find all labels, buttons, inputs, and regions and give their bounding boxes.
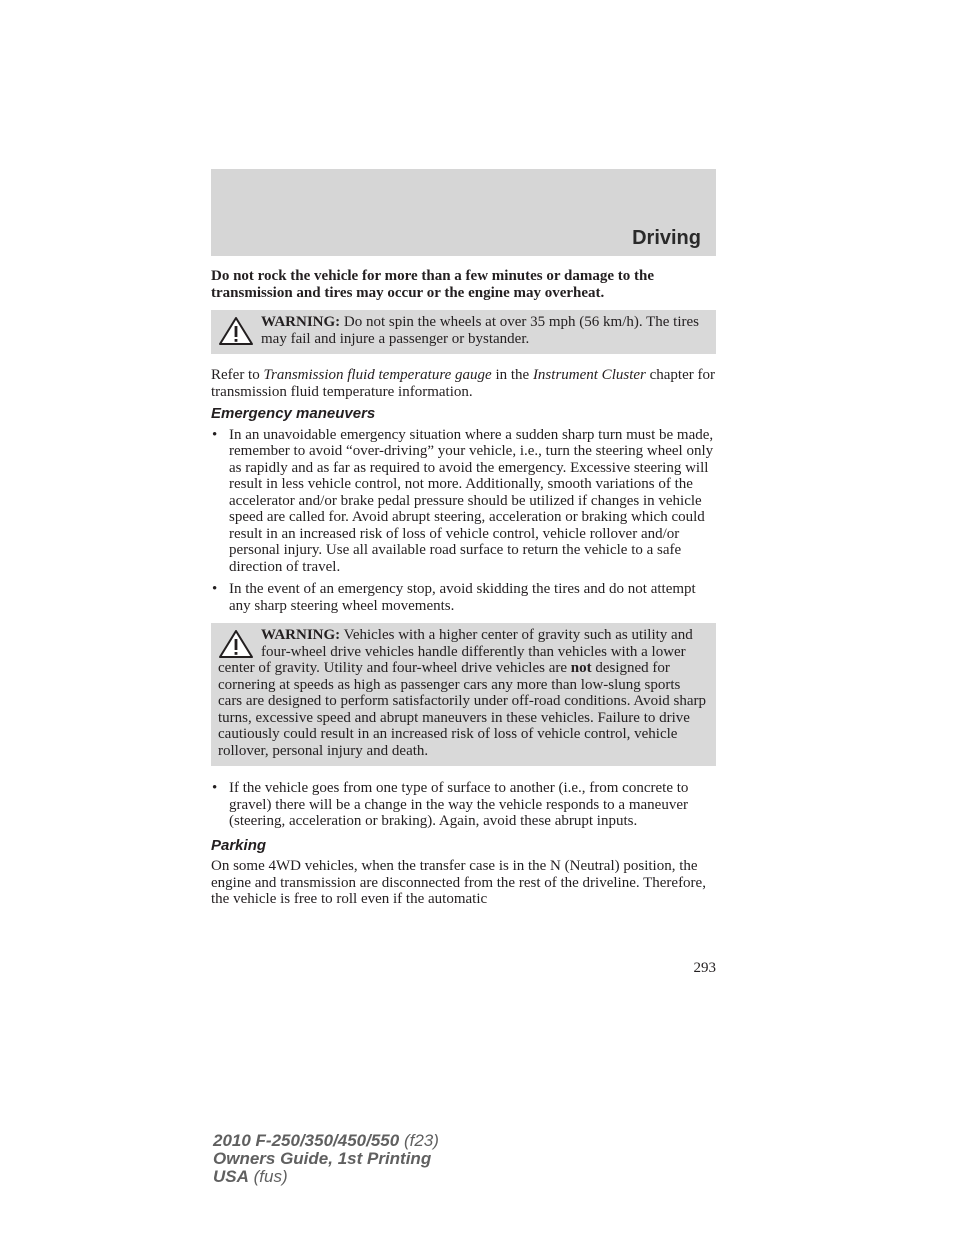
bullet: • (212, 426, 218, 443)
page-number: 293 (693, 960, 716, 976)
footer-guide: Owners Guide, 1st Printing (213, 1149, 432, 1168)
bullet: • (212, 780, 218, 796)
emergency-list (211, 427, 716, 615)
list-item (211, 581, 716, 614)
refer-text: in the (491, 367, 533, 383)
footer-print-info (213, 1132, 439, 1186)
section-title: Driving (632, 227, 701, 249)
refer-chapter-title: Instrument Cluster (532, 367, 646, 383)
footer-line-3 (213, 1168, 439, 1186)
warning-label: WARNING: (261, 627, 341, 643)
footer-region: USA (213, 1167, 249, 1186)
warning-text: designed for cornering at speeds as high as passenger cars any more than low-slung sports cars are designed to perform satisfactorily under off-road conditions. Avoid sharp turns, excessive speed and abrupt maneuvers in these vehicles. Failure to drive cautiously could result in an increased risk of loss of vehicle control, vehicle rollover, personal injury and death. (218, 660, 707, 759)
list-item-text: In the event of an emergency stop, avoid skidding the tires and do not attempt any sharp steering wheel movements. (229, 581, 696, 614)
parking-paragraph: On some 4WD vehicles, when the transfer case is in the N (Neutral) position, the engine and transmission are disconnected from the rest of the driveline. Therefore, the vehicle is free to roll even if the automatic (211, 858, 706, 907)
refer-text: chapter for transmission fluid temperature information. (211, 367, 715, 400)
footer-code: (f23) (399, 1131, 439, 1150)
list-item (211, 427, 716, 576)
warning-triangle-icon (218, 629, 254, 659)
bullet: • (212, 581, 218, 597)
footer-line-1 (213, 1132, 439, 1150)
footer-region-code: (fus) (248, 1167, 288, 1186)
rocking-caution: Do not rock the vehicle for more than a few minutes or damage to the transmission and tires may occur or the engine may overheat. (211, 268, 654, 301)
footer-line-2 (213, 1150, 439, 1168)
header-band (211, 169, 716, 256)
list-item-text: If the vehicle goes from one type of surface to another (i.e., from concrete to gravel) there will be a change in the way the vehicle responds to a maneuver (steering, acceleration or braking). Again, avoid these abrupt inputs. (229, 780, 689, 829)
surface-list (211, 780, 716, 830)
warning-box-center-of-gravity (211, 623, 716, 766)
list-item-text: In an unavoidable emergency situation where a sudden sharp turn must be made, remember to avoid “over-driving” your vehicle, i.e., turn the steering wheel only as rapidly and as far as required to avoid the emergency. Excessive steering will result in less vehicle control, not more. Additionally, smooth variations of the accelerator and/or brake pedal pressure should be utilized if changes in vehicle speed are called for. Avoid abrupt steering, acceleration or braking which could result in an increased risk of loss of vehicle control, vehicle rollover and/or personal injury. Use all available road surface to return the vehicle to a safe direction of travel. (229, 426, 714, 575)
list-item (211, 780, 716, 830)
warning-emphasis: not (570, 660, 592, 676)
page-content (211, 268, 716, 908)
refer-paragraph (211, 367, 716, 400)
heading-parking: Parking (211, 836, 267, 854)
footer-model: 2010 F-250/350/450/550 (213, 1131, 400, 1150)
warning-label: WARNING: (261, 314, 341, 330)
warning-box-wheel-spin (211, 310, 716, 354)
heading-emergency-maneuvers: Emergency maneuvers (211, 405, 376, 422)
refer-gauge-title: Transmission fluid temperature gauge (263, 367, 492, 383)
warning-triangle-icon (218, 316, 254, 346)
warning-text: Do not spin the wheels at over 35 mph (56 km/h). The tires may fail and injure a passenger or bystander. (261, 314, 699, 347)
warning-text: Vehicles with a higher center of gravity such as utility and four-wheel drive vehicles handle differently than vehicles with a lower center of gravity. Utility and four-wheel drive vehicles are (218, 627, 693, 676)
refer-text: Refer to (211, 367, 264, 383)
